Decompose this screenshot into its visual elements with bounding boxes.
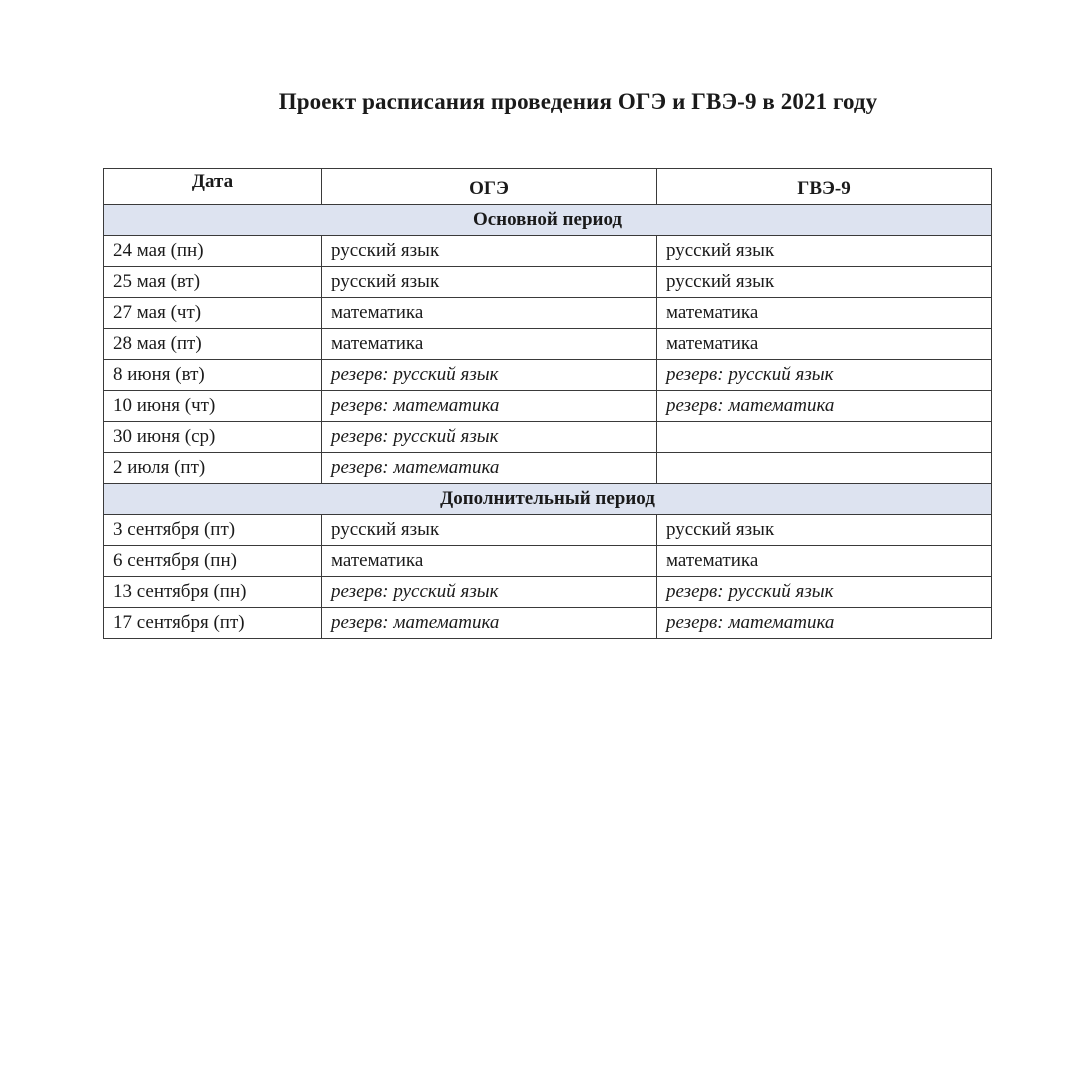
main-period-rows [104, 236, 992, 484]
date-cell: 3 сентября (пт) [104, 515, 322, 546]
table-row [104, 391, 992, 422]
date-cell: 28 мая (пт) [104, 329, 322, 360]
column-header-oge: ОГЭ [322, 169, 657, 205]
date-cell: 2 июля (пт) [104, 453, 322, 484]
table-row [104, 608, 992, 639]
gve-cell: резерв: математика [657, 608, 992, 639]
oge-cell: резерв: русский язык [322, 577, 657, 608]
gve-cell: математика [657, 329, 992, 360]
schedule-table [103, 168, 992, 639]
date-cell: 6 сентября (пн) [104, 546, 322, 577]
oge-cell: резерв: математика [322, 391, 657, 422]
oge-cell: математика [322, 298, 657, 329]
table-row [104, 546, 992, 577]
oge-cell: резерв: русский язык [322, 360, 657, 391]
date-cell: 17 сентября (пт) [104, 608, 322, 639]
column-header-date: Дата [104, 169, 322, 205]
date-cell: 30 июня (ср) [104, 422, 322, 453]
gve-cell: русский язык [657, 515, 992, 546]
date-cell: 24 мая (пн) [104, 236, 322, 267]
table-row [104, 422, 992, 453]
date-cell: 25 мая (вт) [104, 267, 322, 298]
period-row-main [104, 205, 992, 236]
column-header-gve: ГВЭ-9 [657, 169, 992, 205]
date-cell: 8 июня (вт) [104, 360, 322, 391]
table-row [104, 298, 992, 329]
oge-cell: русский язык [322, 515, 657, 546]
additional-period-rows [104, 515, 992, 639]
oge-cell: математика [322, 546, 657, 577]
gve-cell [657, 453, 992, 484]
period-label-additional: Дополнительный период [104, 484, 992, 515]
oge-cell: резерв: математика [322, 608, 657, 639]
table-row [104, 515, 992, 546]
date-cell: 27 мая (чт) [104, 298, 322, 329]
gve-cell [657, 422, 992, 453]
gve-cell: русский язык [657, 267, 992, 298]
date-cell: 10 июня (чт) [104, 391, 322, 422]
gve-cell: резерв: русский язык [657, 360, 992, 391]
oge-cell: математика [322, 329, 657, 360]
gve-cell: резерв: русский язык [657, 577, 992, 608]
oge-cell: русский язык [322, 267, 657, 298]
gve-cell: резерв: математика [657, 391, 992, 422]
oge-cell: резерв: математика [322, 453, 657, 484]
table-row [104, 577, 992, 608]
gve-cell: математика [657, 546, 992, 577]
table-row [104, 360, 992, 391]
table-row [104, 236, 992, 267]
gve-cell: русский язык [657, 236, 992, 267]
date-cell: 13 сентября (пн) [104, 577, 322, 608]
gve-cell: математика [657, 298, 992, 329]
table-row [104, 329, 992, 360]
page-title: Проект расписания проведения ОГЭ и ГВЭ-9 в 2021 году [278, 89, 878, 114]
table-header-row [104, 169, 992, 205]
period-row-additional [104, 484, 992, 515]
table-row [104, 267, 992, 298]
table-row [104, 453, 992, 484]
period-label-main: Основной период [104, 205, 992, 236]
oge-cell: русский язык [322, 236, 657, 267]
oge-cell: резерв: русский язык [322, 422, 657, 453]
